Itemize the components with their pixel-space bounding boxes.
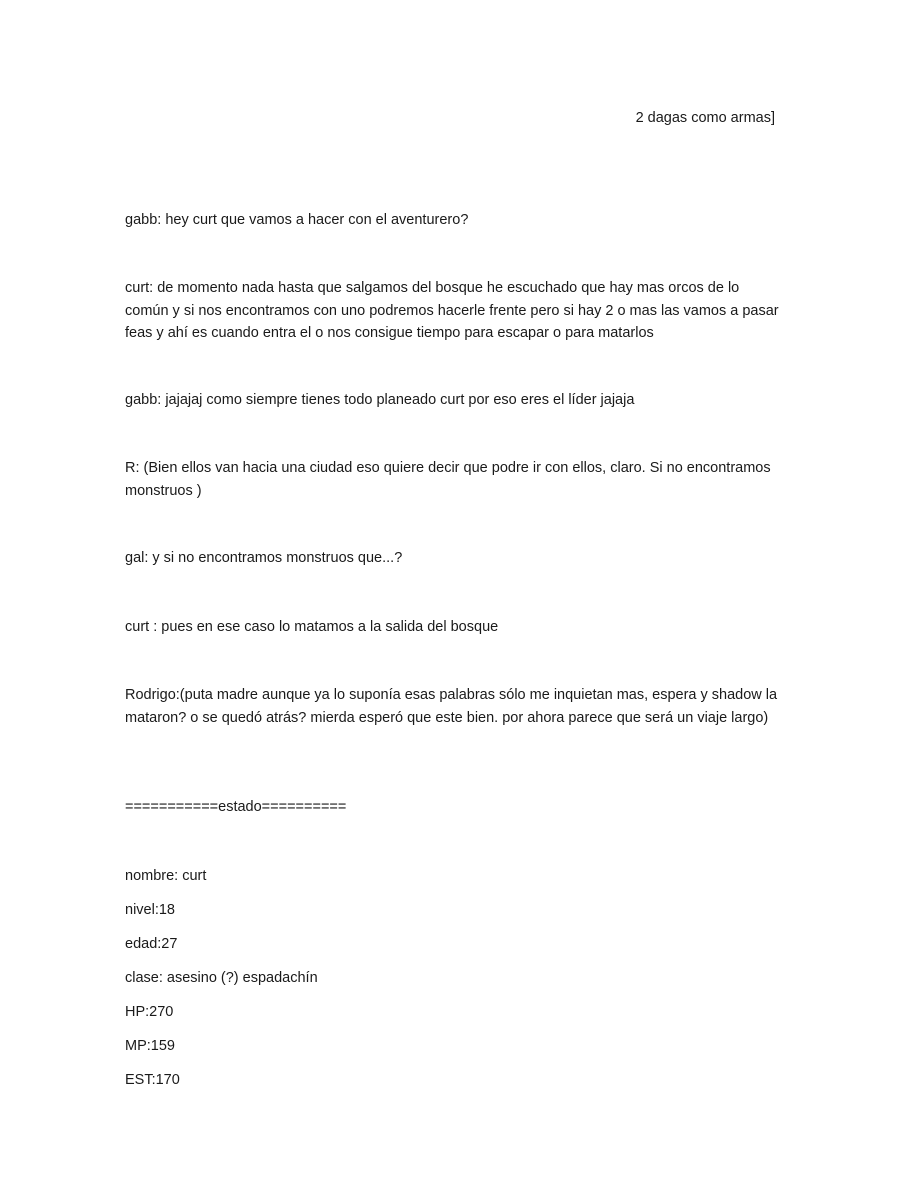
dialogue-paragraph-4: R: (Bien ellos van hacia una ciudad eso quiere decir que podre ir con ellos, claro. Si no encontramos monstruos ) — [125, 460, 771, 499]
status-line-mp: MP:159 — [125, 1038, 175, 1054]
dialogue-paragraph-5: gal: y si no encontramos monstruos que...? — [125, 550, 403, 566]
dialogue-paragraph-2: curt: de momento nada hasta que salgamos del bosque he escuchado que hay mas orcos de lo común y si nos encontramos con uno podremos hacerle frente pero si hay 2 o mas las vamos a pasar feas y ahí es cuando entra el o nos consigue tiempo para escapar o para matarlos — [125, 280, 779, 341]
status-line-class: clase: asesino (?) espadachín — [125, 970, 318, 986]
status-line-age: edad:27 — [125, 936, 178, 952]
status-line-name: nombre: curt — [125, 868, 207, 884]
status-line-est: EST:170 — [125, 1072, 180, 1088]
status-line-level: nivel:18 — [125, 902, 175, 918]
dialogue-paragraph-3: gabb: jajajaj como siempre tienes todo planeado curt por eso eres el líder jajaja — [125, 392, 635, 408]
status-line-hp: HP:270 — [125, 1004, 174, 1020]
status-header: ===========estado========== — [125, 799, 347, 815]
dialogue-paragraph-1: gabb: hey curt que vamos a hacer con el aventurero? — [125, 212, 469, 228]
dialogue-paragraph-7: Rodrigo:(puta madre aunque ya lo suponía esas palabras sólo me inquietan mas, espera y shadow la mataron? o se quedó atrás? mierda esperó que este bien. por ahora parece que será un viaje largo) — [125, 687, 778, 726]
dialogue-paragraph-6: curt : pues en ese caso lo matamos a la salida del bosque — [125, 619, 499, 635]
continued-text-fragment: 2 dagas como armas] — [635, 110, 775, 126]
